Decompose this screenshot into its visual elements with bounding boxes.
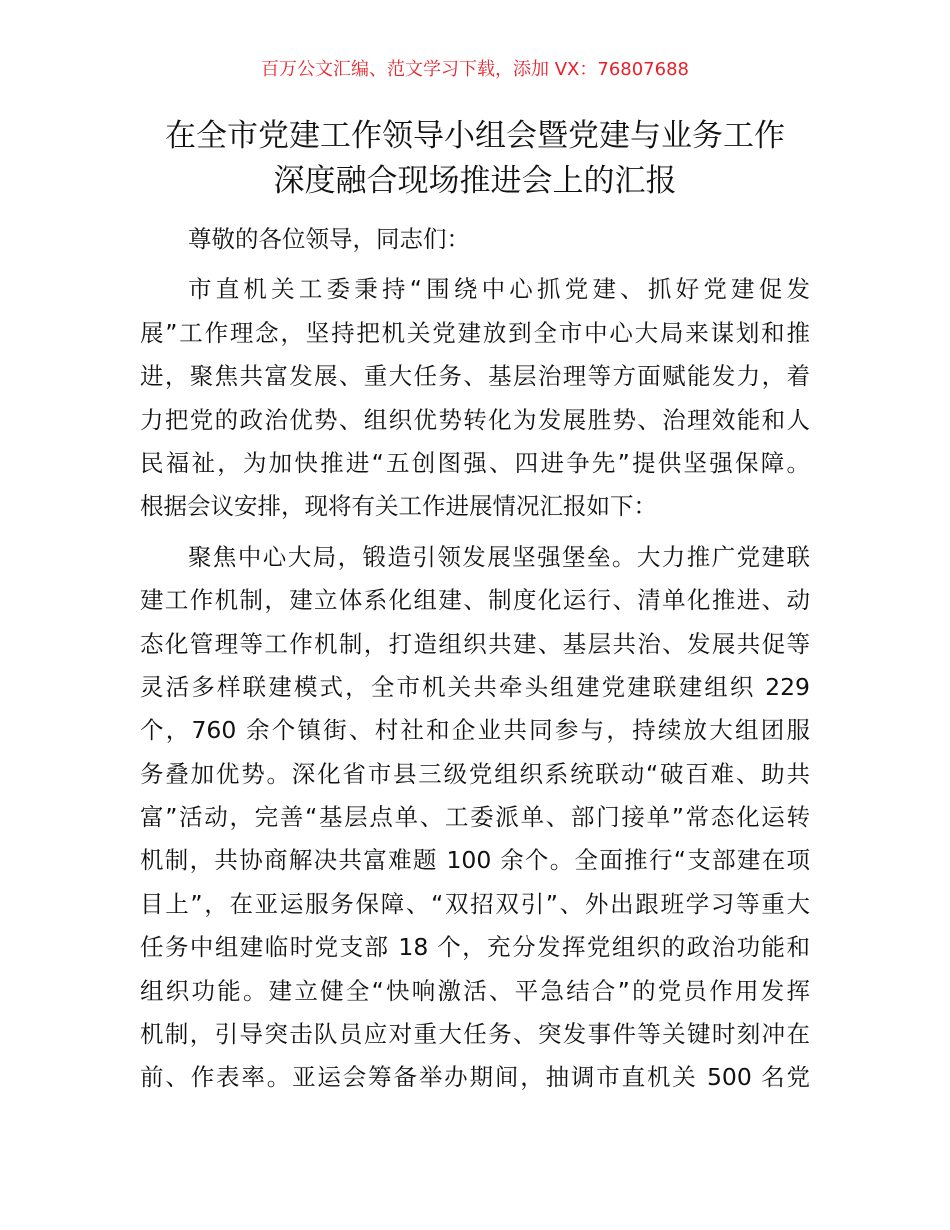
- paragraph: [140, 268, 810, 528]
- paragraph-line: 建工作机制，建立体系化组建、制度化运行、清单化推进、动: [140, 586, 810, 615]
- header-watermark-banner: 百万公文汇编、范文学习下载，添加 VX：76807688: [261, 59, 689, 80]
- document-title: [0, 114, 950, 204]
- paragraph-line: 聚焦中心大局，锻造引领发展坚强堡垒。大力推广党建联: [188, 542, 810, 571]
- paragraphs: [140, 268, 810, 1099]
- paragraph-line: 前、作表率。亚运会筹备举办期间，抽调市直机关 500 名党: [140, 1063, 810, 1092]
- document-body: [140, 218, 810, 1100]
- title-line: 深度融合现场推进会上的汇报: [273, 163, 677, 199]
- greeting: 尊敬的各位领导，同志们：: [188, 225, 470, 253]
- paragraph-line: 进，聚焦共富发展、重大任务、基层治理等方面赋能发力，着: [140, 362, 810, 391]
- paragraph-line: 民福祉，为加快推进“五创图强、四进争先”提供坚强保障。: [140, 448, 810, 477]
- paragraph-line: 目上”，在亚运服务保障、“双招双引”、外出跟班学习等重大: [140, 889, 810, 918]
- paragraph-line: 机制，引导突击队员应对重大任务、突发事件等关键时刻冲在: [140, 1020, 810, 1049]
- paragraph: [140, 536, 810, 1100]
- paragraph-line: 态化管理等工作机制，打造组织共建、基层共治、发展共促等: [140, 629, 810, 658]
- paragraph-line: 灵活多样联建模式，全市机关共牵头组建党建联建组织 229: [140, 672, 810, 701]
- paragraph-line: 力把党的政治优势、组织优势转化为发展胜势、治理效能和人: [140, 405, 810, 434]
- paragraph-line: 个，760 余个镇街、村社和企业共同参与，持续放大组团服: [140, 716, 810, 745]
- paragraph-line: 根据会议安排，现将有关工作进展情况汇报如下：: [140, 492, 657, 521]
- paragraph-line: 任务中组建临时党支部 18 个，充分发挥党组织的政治功能和: [140, 933, 810, 962]
- paragraph-line: 务叠加优势。深化省市县三级党组织系统联动“破百难、助共: [140, 759, 810, 788]
- paragraph-line: 富”活动，完善“基层点单、工委派单、部门接单”常态化运转: [140, 803, 810, 832]
- title-line: 在全市党建工作领导小组会暨党建与业务工作: [165, 118, 785, 154]
- paragraph-line: 市直机关工委秉持“围绕中心抓党建、抓好党建促发: [188, 275, 810, 304]
- paragraph-line: 组织功能。建立健全“快响激活、平急结合”的党员作用发挥: [140, 976, 810, 1005]
- paragraph-line: 展”工作理念，坚持把机关党建放到全市中心大局来谋划和推: [140, 318, 810, 347]
- paragraph-line: 机制，共协商解决共富难题 100 余个。全面推行“支部建在项: [140, 846, 810, 875]
